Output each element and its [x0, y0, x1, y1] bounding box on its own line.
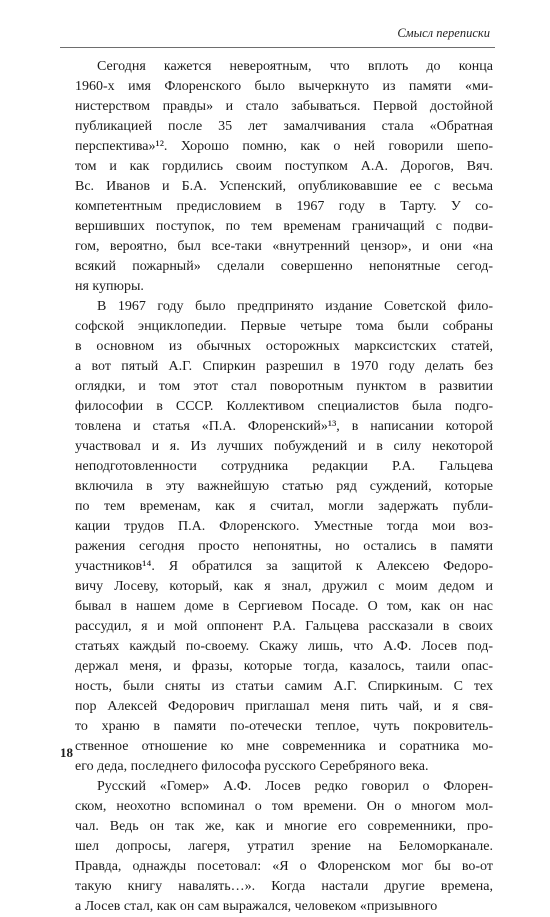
- text-line: участников¹⁴. Я обратился за защитой к Алексею Федоро-: [75, 559, 493, 574]
- text-line: товлена и статья «П.А. Флоренский»¹³, в написании которой: [75, 419, 493, 434]
- text-line: нистерством правды» и стало забываться. Первой достойной: [75, 99, 493, 114]
- body-text: [75, 57, 493, 917]
- text-line: ность, были сняты из статьи самим А.Г. Спиркиным. С тех: [75, 679, 493, 694]
- text-line: кации трудов П.А. Флоренского. Уместные тогда мои воз-: [75, 519, 493, 534]
- text-line: бывал в нашем доме в Сергиевом Посаде. О том, как он нас: [75, 599, 493, 614]
- text-line: том и как гордились своим поступком А.А. Дорогов, Вяч.: [75, 159, 493, 174]
- text-line: философии в СССР. Коллективом специалистов была подго-: [75, 399, 493, 414]
- paragraph-2: [75, 297, 493, 777]
- text-line: 1960-х имя Флоренского было вычеркнуто из памяти «ми-: [75, 79, 493, 94]
- text-line: ском, неохотно вспоминал о том времени. Он о многом мол-: [75, 799, 493, 814]
- text-line: чал. Ведь он так же, как и многие его современники, про-: [75, 819, 493, 834]
- text-line: вершивших поступок, по тем временам граничащий с подви-: [75, 219, 493, 234]
- text-line: по тем временам, как я считал, могли задержать публи-: [75, 499, 493, 514]
- text-line: софской энциклопедии. Первые четыре тома были собраны: [75, 319, 493, 334]
- text-line: шел допросы, лагеря, утратил зрение на Беломорканале.: [75, 839, 493, 854]
- text-line: пор Алексей Федорович приглашал меня пить чай, и я свя-: [75, 699, 493, 714]
- text-line: компетентным предисловием в 1967 году в Тарту. У со-: [75, 199, 493, 214]
- running-header: Смысл переписки: [397, 26, 490, 40]
- paragraph-1: [75, 57, 493, 297]
- text-line: держал меня, и фразы, которые тогда, казалось, таили опас-: [75, 659, 493, 674]
- text-line: рассудил, я и мой оппонент Р.А. Гальцева рассказали в своих: [75, 619, 493, 634]
- text-line: статьях каждый по-своему. Скажу лишь, что А.Ф. Лосев под-: [75, 639, 493, 654]
- text-line: а Лосев стал, как он сам выражался, человеком «призывного: [75, 899, 438, 914]
- text-line: Вс. Иванов и Б.А. Успенский, опубликовавшие ее с весьма: [75, 179, 493, 194]
- text-line: такую книгу навалять…». Когда настали другие времена,: [75, 879, 493, 894]
- text-line: В 1967 году было предпринято издание Советской фило-: [97, 299, 493, 314]
- text-line: неподготовленности сотрудника редакции Р.А. Гальцева: [75, 459, 493, 474]
- text-line: вичу Лосеву, который, как я знал, дружил с моим дедом и: [75, 579, 493, 594]
- text-line: ственное отношение ко мне современника и соратника мо-: [75, 739, 493, 754]
- text-line: публикацией после 35 лет замалчивания стала «Обратная: [75, 119, 493, 134]
- text-line: ня купюры.: [75, 279, 144, 294]
- text-line: в основном из обычных осторожных марксистских статей,: [75, 339, 493, 354]
- text-line: Сегодня кажется невероятным, что вплоть до конца: [97, 59, 493, 74]
- text-line: ражения сегодня просто непонятны, но остались в памяти: [75, 539, 493, 554]
- page-number: 18: [60, 745, 73, 760]
- text-line: перспектива»¹². Хорошо помню, как о ней говорили шепо-: [75, 139, 493, 154]
- text-line: гом, вероятно, был все-таки «внутренний цензор», и они «на: [75, 239, 493, 254]
- text-line: участвовал и я. Из лучших побуждений и в силу некоторой: [75, 439, 493, 454]
- text-line: включила в эту важнейшую статью ряд суждений, которые: [75, 479, 493, 494]
- text-line: всякий пожарный» сделали совершенно непонятные сегод-: [75, 259, 493, 274]
- text-line: Правда, однажды посетовал: «Я о Флоренском мог бы во-от: [75, 859, 493, 874]
- header-rule: [60, 47, 495, 48]
- text-line: а вот пятый А.Г. Спиркин разрешил в 1970 году делать без: [75, 359, 493, 374]
- text-line: оглядки, и том этот стал поворотным пунктом в развитии: [75, 379, 493, 394]
- text-line: его деда, последнего философа русского Серебряного века.: [75, 759, 429, 774]
- paragraph-3: [75, 777, 493, 917]
- text-line: то храню в памяти по-отечески теплое, чуть покровитель-: [75, 719, 493, 734]
- text-line: Русский «Гомер» А.Ф. Лосев редко говорил о Флорен-: [97, 779, 493, 794]
